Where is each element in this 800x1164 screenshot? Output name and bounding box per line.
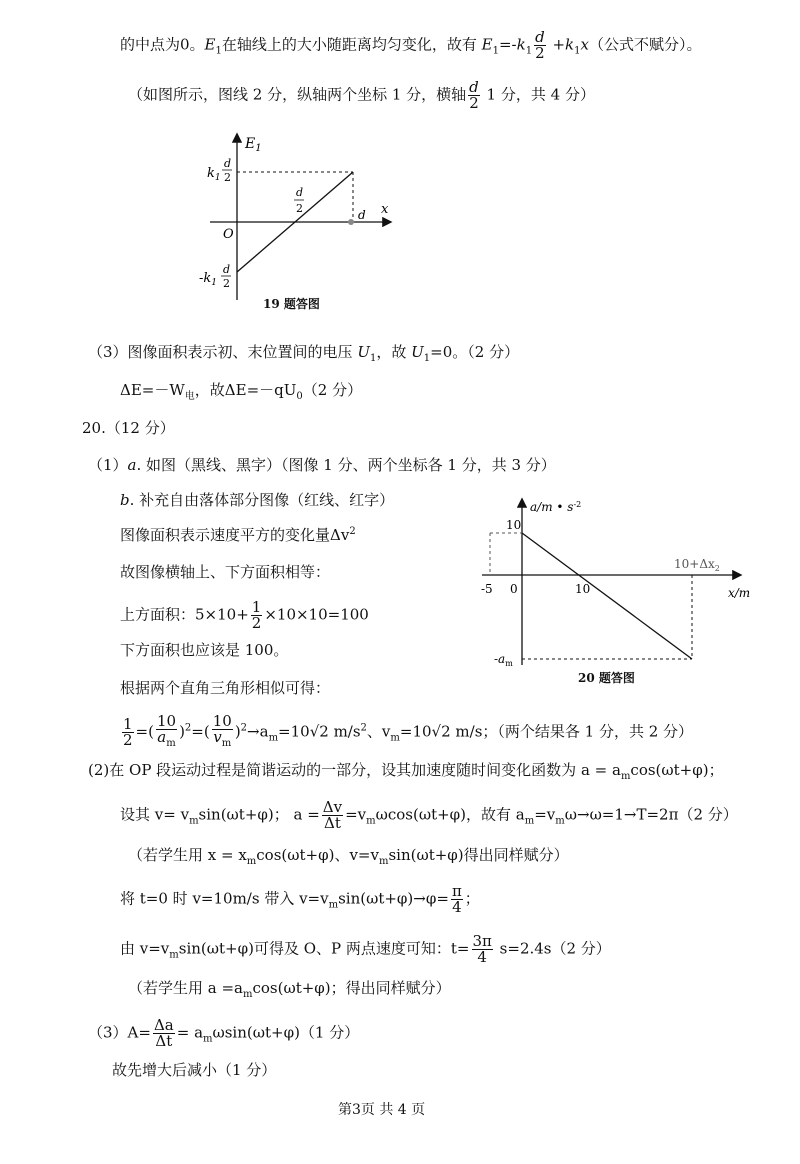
mid-d-num: d [296,186,304,199]
text: m [221,738,232,749]
text: 1 [423,353,431,364]
text: b [120,491,130,509]
paragraph-voltage [88,342,519,369]
text: m [366,815,376,827]
paragraph-lower-area: 下方面积也应该是 100。 [120,641,289,659]
figure-19-graph [195,130,405,315]
text: m [169,949,179,961]
text: 2 [123,731,133,749]
text: -2 [573,500,582,509]
text: =v [534,805,556,824]
fraction [251,600,263,631]
text: m [203,1033,213,1045]
text: ω→ω=1→T=2π（2 分） [564,805,738,824]
text: ΔE=－W [120,381,185,399]
text: s=2.4s（2 分） [494,939,611,958]
text: Δa [153,1016,174,1034]
text: m [243,989,253,1000]
neg-two-den: 2 [223,277,230,290]
paragraph-20-1a [88,455,556,475]
x-axis-label: x/m [728,586,751,600]
text: 1 [123,715,133,733]
text: ωsin(ωt+φ)（1 分） [212,1023,360,1042]
fraction [122,717,134,748]
paragraph-energy [120,380,362,407]
text: =- [498,35,517,54]
paragraph-20-3 [88,1018,359,1050]
text: m [555,815,565,827]
text: =0。（2 分） [430,343,520,361]
text: . 补充自由落体部分图像（红线、红字） [129,491,395,509]
fraction [212,714,233,751]
paragraph-result-am-vm [120,714,693,751]
text: a [127,456,137,474]
text: 1 [211,278,218,288]
end-point [348,219,354,225]
text: 图像面积表示速度平方的变化量Δv [120,526,350,544]
text: （若学生用 a =a [128,979,243,997]
fraction [156,714,177,751]
text: sin(ωt+φ)可得及 O、P 两点速度可知：t= [178,939,470,958]
text: 1 [251,598,262,616]
text: m [246,856,257,867]
text: U [411,343,424,361]
text: -k [199,271,212,286]
text: 2 [240,722,248,734]
text: ； [464,889,480,908]
text: 10+Δx [674,557,715,571]
paragraph-alt-x [128,845,569,872]
acceleration-line [522,533,692,659]
text: -a [494,652,506,666]
text: 的中点为0。 [120,35,205,54]
text: v [213,728,222,746]
text: 在轴线上的大小随距离均匀变化，故有 [221,35,482,54]
text: （1） [88,456,128,474]
paragraph-scoring-19 [128,80,595,111]
text: k [516,35,526,54]
text: ，故ΔE=－qU [194,381,297,399]
text: （2 分） [302,381,363,399]
text: 2 [535,44,545,62]
text: （如图所示，图线 2 分，纵轴两个坐标 1 分，横轴 [128,85,467,104]
text: 上方面积：5×10+ [120,605,249,624]
top-two-den: 2 [224,171,231,184]
fraction [534,30,546,61]
text: d [469,78,479,96]
y-axis-label [244,136,262,154]
text: 2 [349,526,356,537]
top-d-num: d [224,157,232,170]
paragraph-20-2 [88,760,724,787]
text: E [204,35,216,54]
paragraph-area [120,522,356,545]
text: 设其 v= v [120,805,190,824]
text: 1 [214,173,221,183]
text: Δt [155,1032,173,1050]
paragraph-similar: 根据两个直角三角形相似可得： [120,679,331,697]
text: ×10×10=100 [264,605,369,624]
text: m [166,738,176,749]
text: + [547,35,566,54]
neg-am-label [494,652,513,668]
end-d-label: d [358,208,366,222]
text: ，故 [376,343,412,361]
figure-19-caption: 19 题答图 [263,297,320,311]
text: =10√2 m/s；（两个结果各 1 分，共 2 分） [399,722,694,741]
text: （3）图像面积表示初、末位置间的电压 [88,343,358,361]
text: 10 [156,712,177,730]
fraction [468,80,480,111]
text: m [524,815,535,827]
text: m [378,856,389,867]
text: cos(ωt+φ)； [630,761,724,779]
fraction [472,934,493,965]
text: a/m • s [530,500,574,514]
text: 1 [525,45,533,57]
text: 10 [212,712,232,730]
text: sin(ωt+φ)； a = [198,805,320,824]
text: d [535,28,545,46]
text: 1 [215,45,222,57]
paragraph-equal-area: 故图像横轴上、下方面积相等： [120,563,331,581]
text: 2 [360,722,367,734]
y-axis-label [530,500,581,514]
text: m [268,732,279,744]
text: 1 [492,45,499,57]
paragraph-20-1b [120,490,394,510]
text: 电 [184,391,195,402]
text: =( [191,722,210,741]
text: 4 [477,948,487,966]
text: 2 [714,564,720,573]
fraction [153,1018,175,1049]
text: sin(ωt+φ)→φ= [338,889,449,908]
text: E [481,35,493,54]
text: x [580,35,589,54]
text: 4 [452,898,462,916]
mid-two-den: 2 [296,202,303,215]
text: 1 [255,143,262,154]
text: 0 [296,391,303,402]
paragraph-time [120,934,611,966]
text: =v [345,805,367,824]
text: = a [176,1023,204,1042]
text: 2 [251,614,262,632]
fraction [451,884,463,915]
neg-d-num: d [223,263,231,276]
paragraph-phi [120,884,480,916]
text: cos(ωt+φ)；得出同样赋分） [252,979,451,997]
question-20-header: 20.（12 分） [82,419,175,437]
text: 1 [369,353,377,364]
text: Δv [322,798,343,816]
text: 3π [472,932,492,950]
text: k [207,166,215,181]
text: =( [135,722,154,741]
text: ωcos(ωt+φ)，故有 a [375,805,525,824]
text: （3）A= [88,1023,151,1042]
figure-20-caption: 20 题答图 [578,671,635,685]
text: ) [179,722,185,741]
text: 、v [366,722,391,741]
neg5-label: -5 [481,582,493,596]
text: 1 [574,45,581,57]
text: 将 t=0 时 v=10m/s 带入 v=v [120,889,329,908]
text: m [390,732,400,744]
origin-label: 0 [510,582,518,596]
paragraph-e1-formula [120,30,702,62]
paragraph-conclusion: 故先增大后减小（1 分） [112,1061,277,1079]
text: m [505,659,513,668]
text: ) [234,722,241,741]
text: m [189,815,199,827]
x10-label: 10 [575,582,591,596]
y10-label: 10 [506,518,522,532]
text: U [357,343,370,361]
text: 2 [469,94,479,112]
text: k [565,35,575,54]
paragraph-velocity-omega [120,800,738,832]
text: （若学生用 x = x [128,846,247,864]
text: E [245,136,256,152]
text: =10√2 m/s [278,722,361,741]
text: （公式不赋分）。 [588,35,702,54]
text: →a [247,722,269,741]
fraction [322,800,343,831]
text: . 如图（黑线、黑字）（图像 1 分、两个坐标各 1 分，共 3 分） [136,456,556,474]
text: Δt [324,814,341,832]
text: π [451,882,462,900]
text: (2)在 OP 段运动过程是简谐运动的一部分，设其加速度随时间变化函数为 a = a [88,761,621,779]
paragraph-upper-area [120,600,369,631]
text: cos(ωt+φ)、v=v [256,846,379,864]
text: 1 分，共 4 分） [481,85,595,104]
figure-20-graph [478,495,758,670]
origin-label: O [223,227,234,242]
text: 由 v=v [120,939,170,958]
text: a [157,728,167,746]
text: sin(ωt+φ)得出同样赋分） [388,846,569,864]
x-axis-label: x [381,202,389,217]
top-k-label [207,166,221,183]
paragraph-alt-a [128,978,451,1005]
text: m [328,899,339,911]
page-footer: 第3页 共 4 页 [338,1102,426,1118]
text: m [620,771,631,782]
text: 2 [184,722,192,734]
xend-label [674,557,720,573]
neg-k-label [199,271,217,288]
